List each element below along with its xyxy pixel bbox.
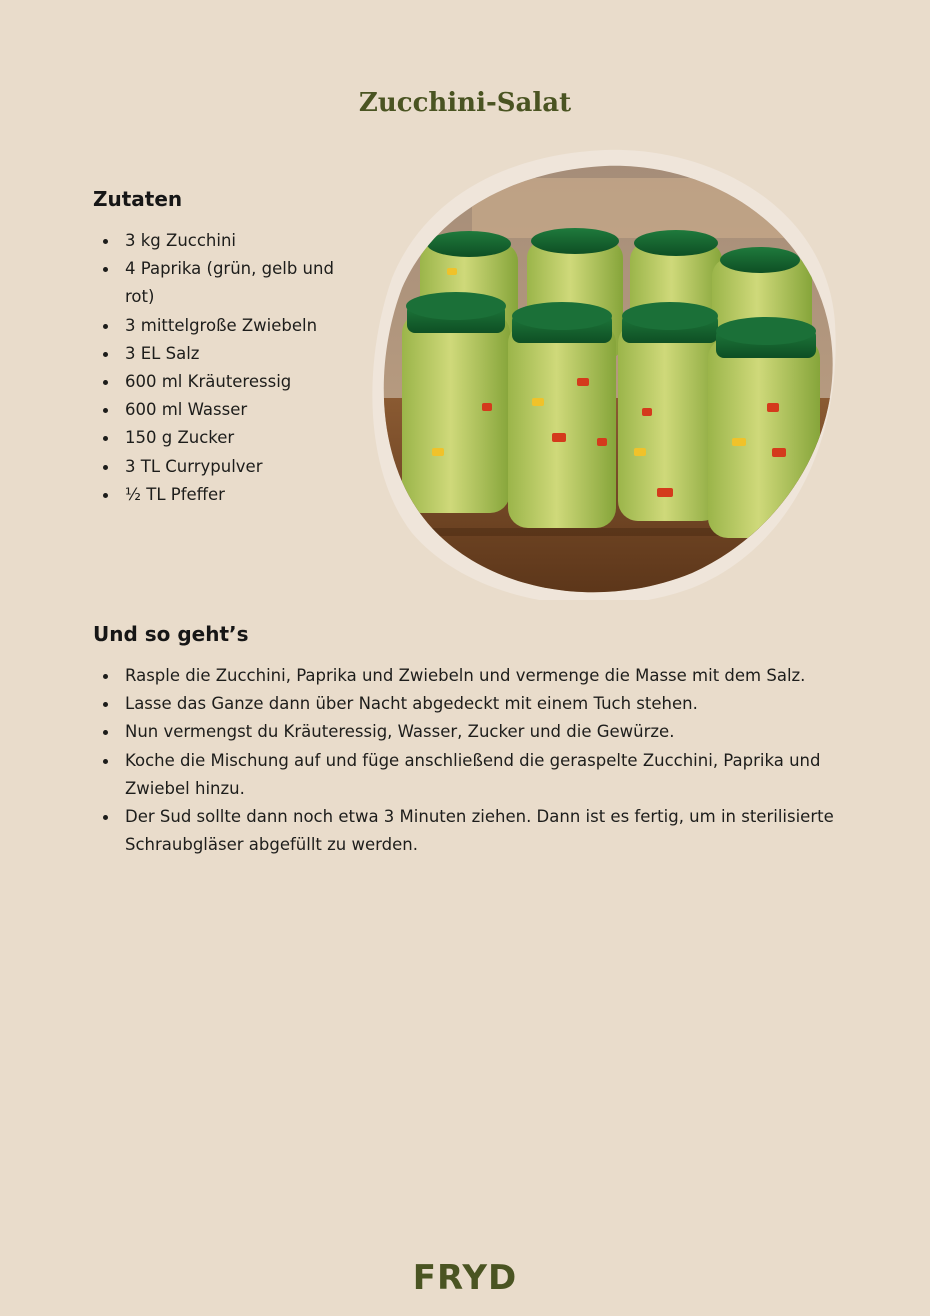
ingredient-item: 3 EL Salz [93, 340, 353, 368]
ingredient-item: 150 g Zucker [93, 424, 353, 452]
step-item: Lasse das Ganze dann über Nacht abgedeckt mit einem Tuch stehen. [93, 690, 853, 718]
ingredients-heading: Zutaten [93, 187, 183, 211]
ingredient-item: 600 ml Kräuteressig [93, 368, 353, 396]
step-item: Nun vermengst du Kräuteressig, Wasser, Zucker und die Gewürze. [93, 718, 853, 746]
jars-photo-illustration [372, 148, 838, 600]
recipe-title: Zucchini-Salat [358, 88, 572, 118]
ingredient-item: 3 TL Currypulver [93, 453, 353, 481]
ingredient-item: ½ TL Pfeffer [93, 481, 353, 509]
step-item: Der Sud sollte dann noch etwa 3 Minuten ziehen. Dann ist es fertig, um in sterilisierte Schraubgläser abgefüllt zu werden. [93, 803, 853, 859]
steps-list [93, 662, 853, 859]
ingredient-item: 4 Paprika (grün, gelb und rot) [93, 255, 353, 311]
ingredients-list [93, 227, 353, 509]
ingredient-item: 3 kg Zucchini [93, 227, 353, 255]
step-item: Rasple die Zucchini, Paprika und Zwiebeln und vermenge die Masse mit dem Salz. [93, 662, 853, 690]
recipe-photo [372, 148, 838, 600]
step-item: Koche die Mischung auf und füge anschließend die geraspelte Zucchini, Paprika und Zwiebel hinzu. [93, 747, 853, 803]
brand-logo: FRYD [412, 1258, 518, 1298]
ingredient-item: 3 mittelgroße Zwiebeln [93, 312, 353, 340]
steps-heading: Und so geht’s [93, 622, 249, 646]
ingredient-item: 600 ml Wasser [93, 396, 353, 424]
